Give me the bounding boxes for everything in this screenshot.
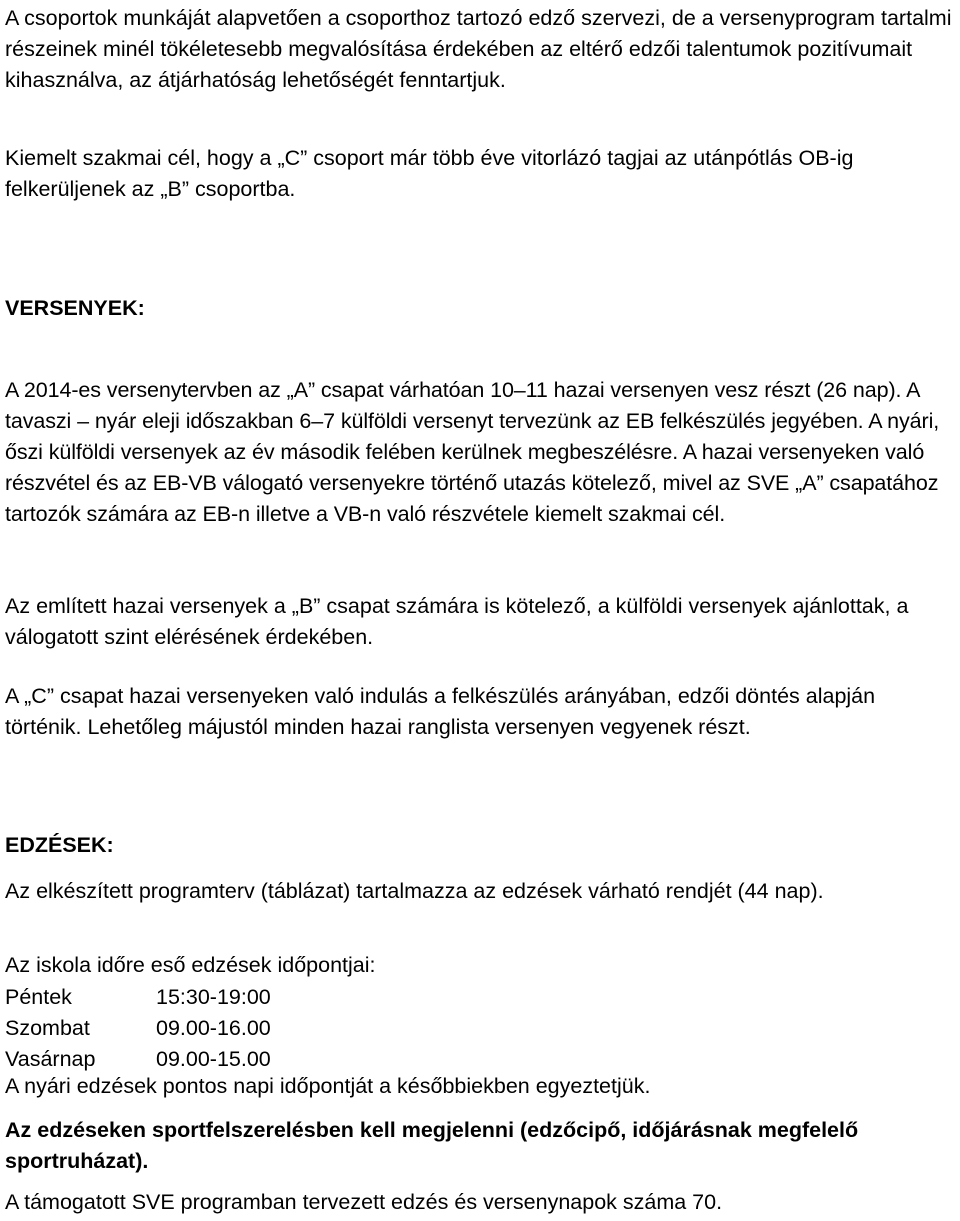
schedule-day: Péntek [5, 985, 72, 1009]
edzesek-heading: EDZÉSEK: [5, 833, 114, 857]
schedule-time: 09.00-15.00 [156, 1047, 271, 1071]
schedule-list [5, 982, 271, 1075]
versenyek-paragraph-3: A „C” csapat hazai versenyeken való indulás a felkészülés arányában, edzői döntés alapján történik. Lehetőleg májustól minden hazai ranglista versenyen vegyenek részt. [5, 684, 876, 739]
versenyek-paragraph-2: Az említett hazai versenyek a „B” csapat számára is kötelező, a külföldi versenyek ajánlottak, a válogatott szint elérésének érdekében. [5, 594, 909, 649]
intro-paragraph-1: A csoportok munkáját alapvetően a csoporthoz tartozó edző szervezi, de a versenyprogram tartalmi részeinek minél tökéletesebb megvalósítása érdekében az eltérő edzői talentumok pozitívumait kihasználva, az átjárhatóság lehetőségét fenntartjuk. [5, 6, 952, 92]
schedule-intro: Az iskola időre eső edzések időpontjai: [5, 953, 376, 977]
edzesek-paragraph-3: A támogatott SVE programban tervezett edzés és versenynapok száma 70. [5, 1190, 723, 1214]
schedule-time: 15:30-19:00 [156, 985, 271, 1009]
edzesek-paragraph-2: A nyári edzések pontos napi időpontját a későbbiekben egyeztetjük. [5, 1074, 651, 1098]
schedule-time: 09.00-16.00 [156, 1016, 271, 1040]
schedule-row-szombat [5, 1013, 271, 1044]
equipment-note: Az edzéseken sportfelszerelésben kell megjelenni (edzőcipő, időjárásnak megfelelő sportruházat). [5, 1118, 859, 1173]
schedule-day: Szombat [5, 1016, 90, 1040]
schedule-day: Vasárnap [5, 1047, 96, 1071]
versenyek-heading: VERSENYEK: [5, 296, 145, 320]
edzesek-paragraph-1: Az elkészített programterv (táblázat) tartalmazza az edzések várható rendjét (44 nap). [5, 879, 824, 903]
versenyek-paragraph-1: A 2014-es versenytervben az „A” csapat várhatóan 10–11 hazai versenyen vesz részt (26 nap). A tavaszi – nyár eleji időszakban 6–7 külföldi versenyt tervezünk az EB felkészülés jegyében. A nyári, őszi külföldi versenyek az év második felében kerülnek megbeszélésre. A hazai versenyeken való részvétel és az EB-VB válogató versenyekre történő utazás kötelező, mivel az SVE „A” csapatához tartozók számára az EB-n illetve a VB-n való részvétele kiemelt szakmai cél. [5, 378, 940, 526]
intro-paragraph-2: Kiemelt szakmai cél, hogy a „C” csoport már több éve vitorlázó tagjai az utánpótlás OB-ig felkerüljenek az „B” csoportba. [5, 146, 854, 201]
schedule-row-pentek [5, 982, 271, 1013]
